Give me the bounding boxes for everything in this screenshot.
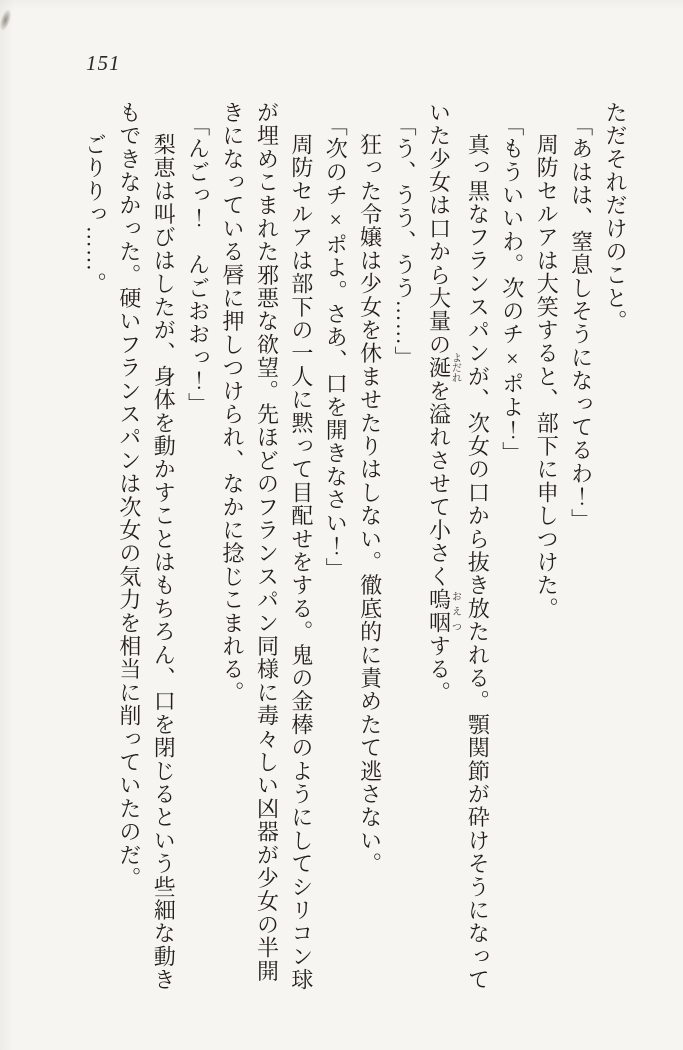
- scan-artifact: [0, 8, 13, 32]
- text-line: 周防セルアは部下の一人に黙って目配せをする。鬼の金棒のようにしてシリコン球: [288, 133, 314, 992]
- text-line: 「次のチ×ポよ。さあ、口を開きなさい！」: [323, 114, 349, 581]
- text-line: いた少女は口から大量の涎よだれを溢れさせて小さく嗚咽おえつする。: [426, 101, 461, 705]
- text-line: 「んごっ！ んごおおっ！」: [185, 114, 211, 416]
- text-line: 「う、うう、うう……」: [392, 114, 418, 370]
- text-line: 梨恵は叫びはしたが、身体を動かすことはもちろん、口を閉じるという些細な動き: [151, 133, 177, 992]
- text-line: が埋めこまれた邪悪な欲望。先ほどのフランスパン同様に毒々しい凶器が少女の半開: [254, 101, 280, 983]
- text-line: 真っ黒なフランスパンが、次女の口から抜き放たれる。顎関節が砕けそうになって: [465, 133, 491, 992]
- text-line: もできなかった。硬いフランスパンは次女の気力を相当に削っていたのだ。: [116, 101, 142, 890]
- text-line: 周防セルアは大笑すると、部下に申しつけた。: [534, 133, 560, 621]
- ruby-annotated-word: 涎よだれ: [426, 352, 461, 383]
- text-line: ただそれだけのこと。: [603, 101, 628, 333]
- text-line: ごりりっ……。: [82, 133, 108, 296]
- text-line: 狂った令嬢は少女を休ませたりはしない。徹底的に責めたて逃さない。: [357, 133, 383, 876]
- text-line: きになっている唇に押しつけられ、なかに捻じこまれる。: [220, 101, 246, 705]
- ruby-annotated-word: 嗚咽おえつ: [426, 588, 461, 635]
- page-number: 151: [86, 51, 121, 75]
- body-text: [77, 101, 632, 1001]
- text-line: 「もういいわ。次のチ×ポよ！」: [499, 114, 525, 465]
- text-line: 「あはは、窒息しそうになってるわ！」: [568, 114, 594, 532]
